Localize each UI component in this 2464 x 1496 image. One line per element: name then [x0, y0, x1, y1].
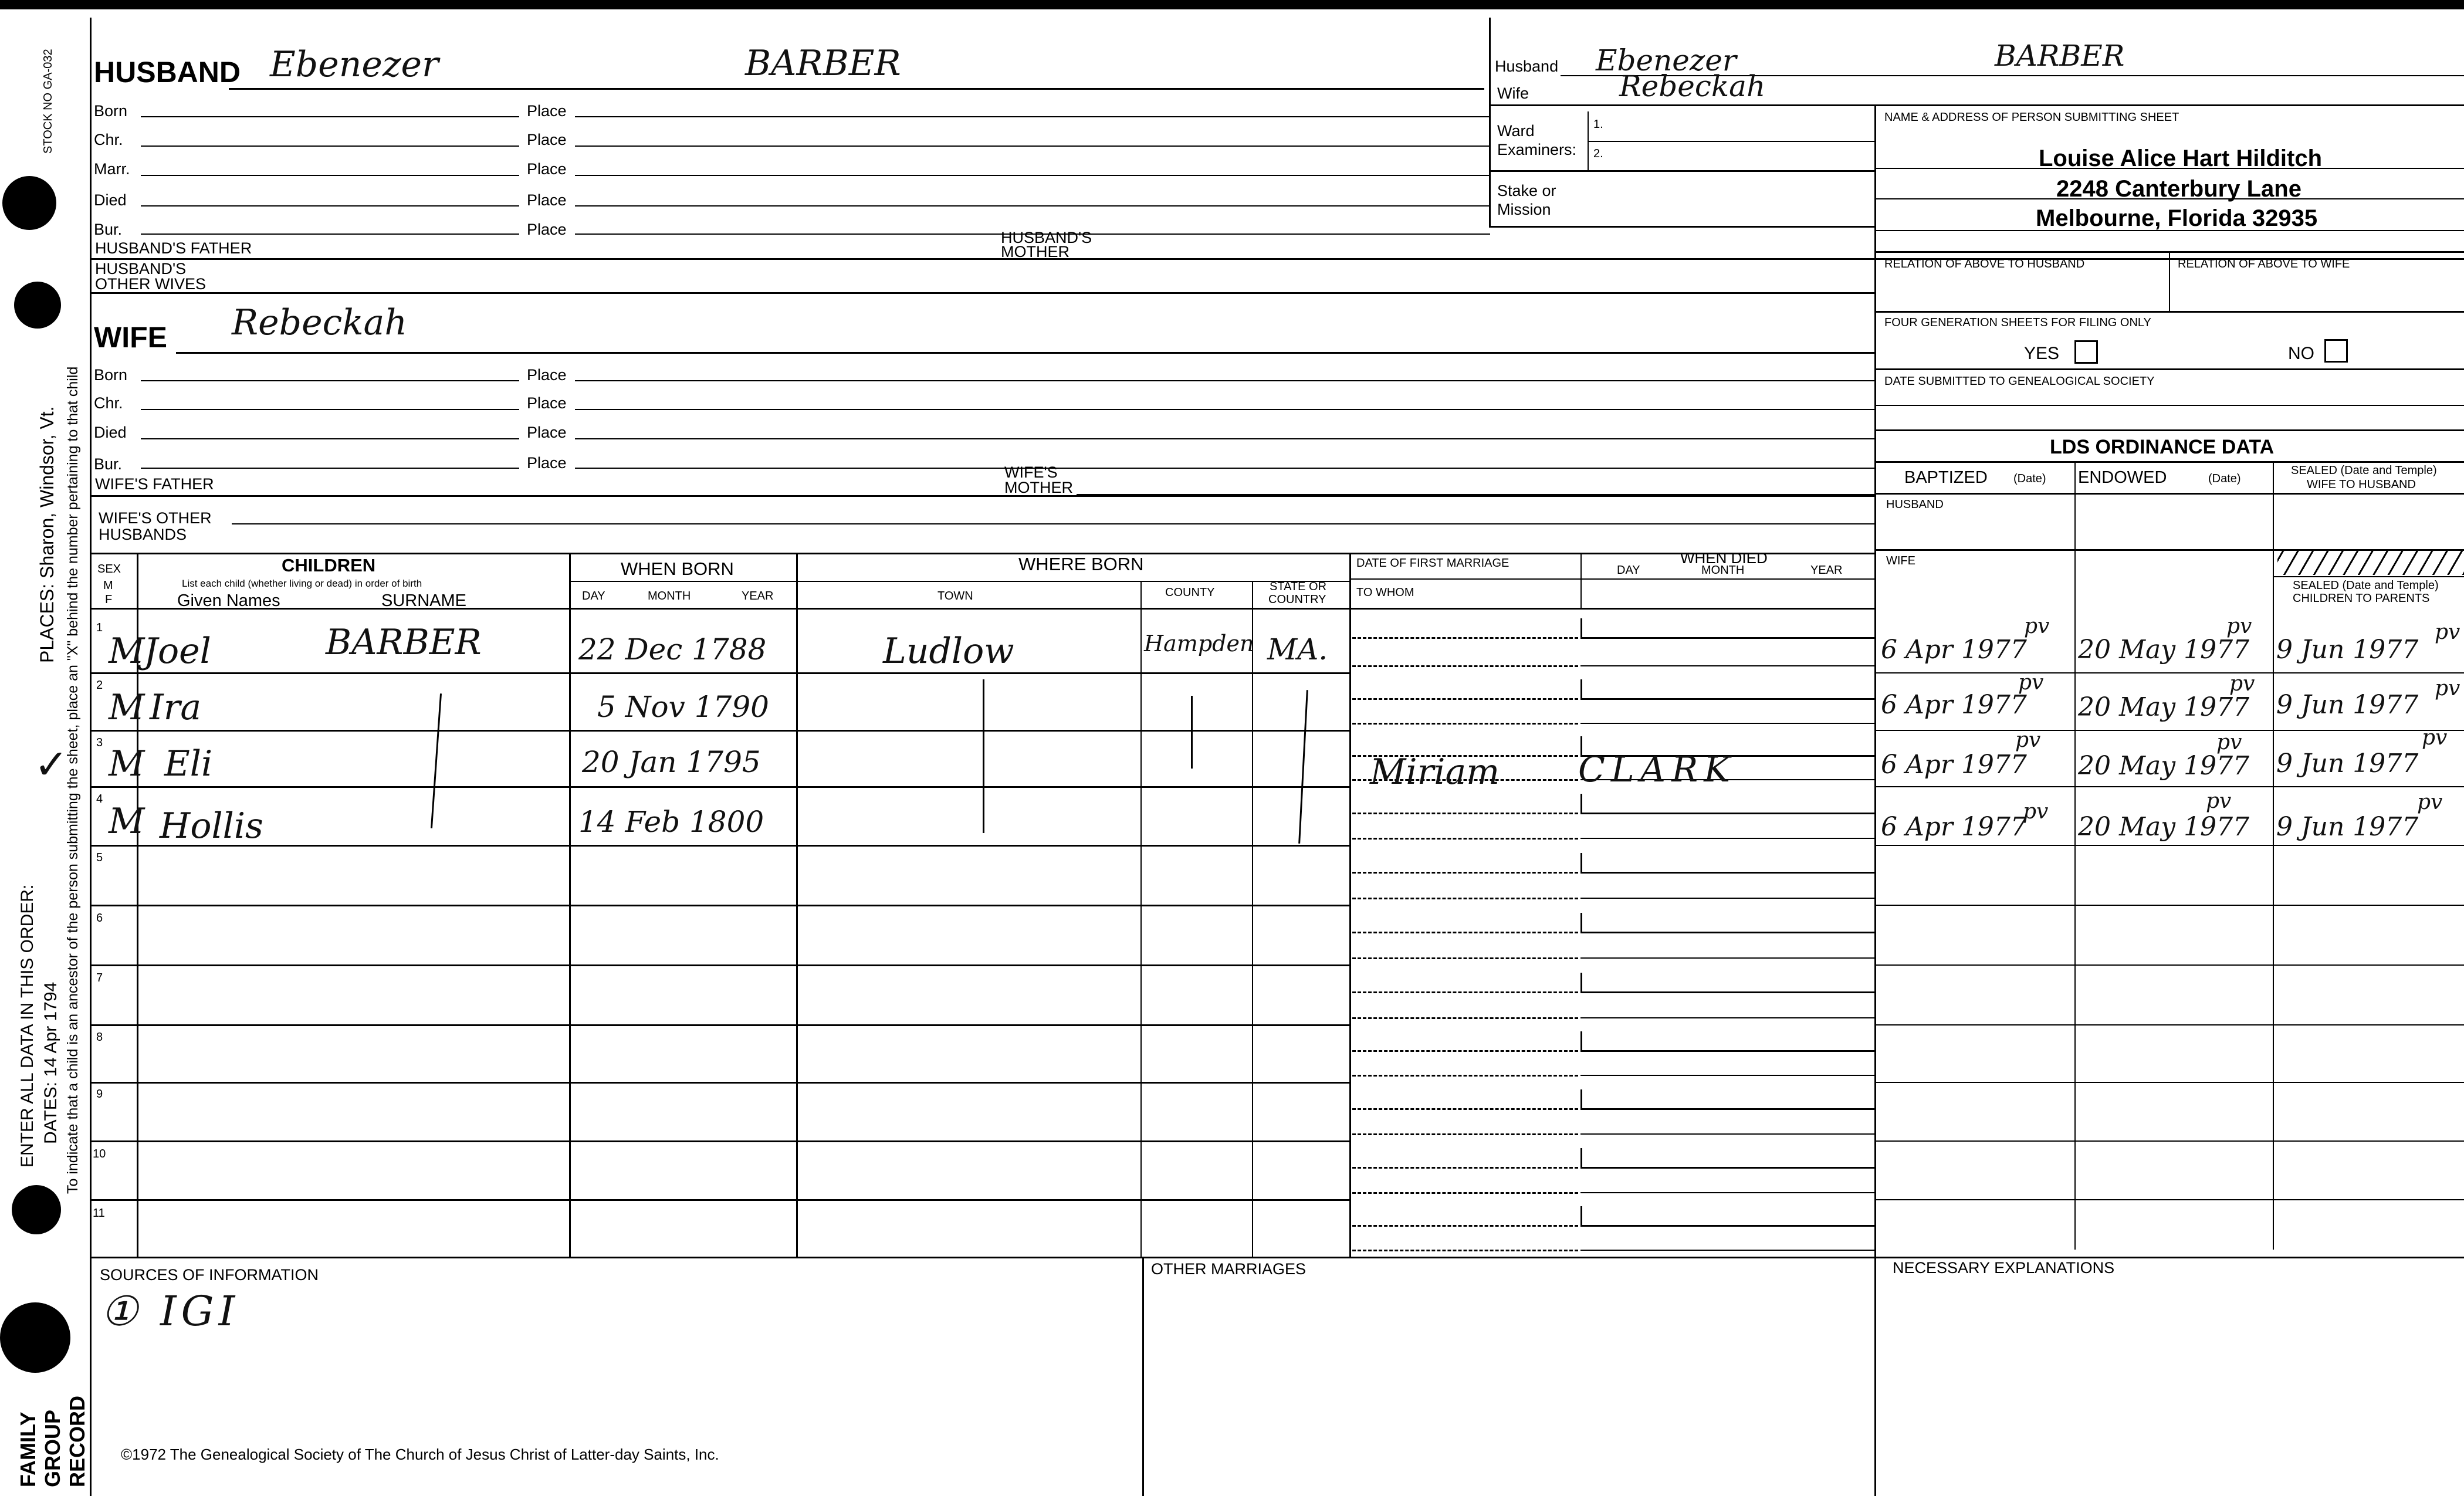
ancestor-check-mark: ✓: [34, 740, 69, 788]
col-marriage-left: [1349, 553, 1351, 1257]
death-row-line: [1580, 723, 1874, 724]
submitter-rule-3: [1874, 230, 2464, 231]
row-separator: [90, 1199, 1349, 1201]
row-number-6: 6: [96, 912, 103, 925]
lds-wife-row-label: WIFE: [1886, 554, 1915, 567]
sources-value: ① IGI: [101, 1287, 240, 1335]
wife-other-husbands-label-1: WIFE'S OTHER: [99, 509, 212, 527]
lds-title: LDS ORDINANCE DATA: [2050, 436, 2275, 458]
child-2-endowed: 20 May 1977: [2078, 692, 2250, 722]
child-3-spouse-surname: CLARK: [1578, 749, 1737, 790]
mission-label: Mission: [1497, 201, 1551, 218]
to-whom-line: [1352, 1075, 1578, 1077]
surname-header-label: SURNAME: [381, 591, 467, 610]
death-row-line: [1580, 957, 1874, 959]
wife-name-line: [176, 352, 1874, 354]
husband-mother-label-1: HUSBAND'S: [1001, 229, 1092, 246]
child-4-born: 14 Feb 1800: [578, 805, 764, 839]
child-2-baptized: 6 Apr 1977: [1881, 690, 2027, 720]
husband-marr-place-line: [575, 175, 1490, 176]
sex-label: SEX: [97, 563, 121, 576]
row-separator: [90, 845, 1349, 847]
husband-father-label: HUSBAND'S FATHER: [95, 239, 252, 257]
husband-surname: BARBER: [745, 43, 901, 84]
death-date-line: [1580, 1167, 1874, 1169]
wife-born-place-line: [575, 380, 1874, 381]
m-label: M: [103, 579, 113, 592]
first-marriage-label: DATE OF FIRST MARRIAGE: [1356, 557, 1509, 570]
death-row-line: [1580, 1133, 1874, 1135]
row-number-9: 9: [96, 1088, 103, 1101]
died-rule: [1349, 578, 1874, 580]
other-marriages-label: OTHER MARRIAGES: [1151, 1260, 1307, 1278]
left-border: [90, 18, 92, 1496]
wife-born-place-label: Place: [527, 366, 567, 384]
child-1-sex: M: [109, 631, 145, 672]
husband-other-wives-label-2: OTHER WIVES: [95, 275, 207, 293]
death-row-line: [1580, 898, 1874, 899]
death-date-bracket: [1580, 679, 1582, 698]
relation-divider: [2169, 251, 2170, 311]
husband-chr-place-label: Place: [527, 131, 567, 148]
date-submitted-bottom: [1874, 429, 2464, 431]
husband-name-line: [229, 88, 1484, 90]
husband-bur-place-label: Place: [527, 221, 567, 238]
death-date-bracket: [1580, 1031, 1582, 1050]
row-number-5: 5: [96, 851, 103, 864]
husband-section-bottom: [90, 292, 1874, 294]
lds-husband-row-label: HUSBAND: [1886, 498, 1944, 511]
death-date-line: [1580, 637, 1874, 639]
wife-died-place-line: [575, 438, 1874, 439]
child-1-town: Ludlow: [883, 631, 1014, 672]
submitter-rule-2: [1874, 198, 2464, 199]
examiner-line-1: [1588, 141, 1875, 142]
explanations-label: NECESSARY EXPLANATIONS: [1893, 1259, 2115, 1277]
child-4-given: Hollis: [160, 805, 263, 847]
child-4-sex: M: [109, 801, 145, 842]
row-separator: [90, 1140, 1349, 1142]
four-gen-bottom: [1874, 368, 2464, 370]
form-title-family: FAMILY: [16, 1412, 40, 1487]
baptized-label: BAPTIZED: [1904, 468, 1988, 487]
submitter-line-3: Melbourne, Florida 32935: [2036, 205, 2318, 231]
marriage-date-line: [1352, 932, 1578, 933]
child-1-surname: BARBER: [326, 622, 482, 663]
examiner-1: 1.: [1593, 118, 1603, 131]
children-table-top: [90, 553, 1874, 554]
ward-box-bottom: [1489, 170, 1876, 172]
wife-mother-label-1: WIFE'S: [1004, 463, 1058, 481]
to-whom-line: [1352, 1250, 1578, 1251]
header-husband-label: Husband: [1495, 57, 1559, 75]
wife-born-label: Born: [94, 366, 128, 384]
row-number-10: 10: [93, 1148, 106, 1160]
state-label: STATE OR: [1270, 580, 1327, 593]
to-whom-line: [1352, 898, 1578, 899]
places-note: PLACES: Sharon, Windsor, Vt.: [36, 406, 57, 663]
wife-label: WIFE: [94, 321, 167, 354]
child-2-given: Ira: [150, 687, 202, 728]
child-3-sealed-pv: pv: [2422, 726, 2448, 750]
child-4-baptized-pv: pv: [2023, 800, 2049, 824]
death-date-line: [1580, 1225, 1874, 1227]
header-husband-surname: BARBER: [1995, 39, 2125, 73]
born-month-label: MONTH: [648, 590, 691, 603]
punch-hole: [2, 176, 56, 230]
husband-marr-label: Marr.: [94, 160, 130, 178]
husband-marr-place-label: Place: [527, 160, 567, 178]
sealed-wife-label-2: WIFE TO HUSBAND: [2307, 478, 2416, 491]
town-ditto-mark: [983, 679, 984, 833]
child-2-baptized-pv: pv: [2018, 671, 2044, 695]
when-died-label: WHEN DIED: [1680, 549, 1768, 567]
col-died-left: [1580, 553, 1582, 608]
wife-born-line: [141, 380, 519, 381]
death-row-line: [1580, 1075, 1874, 1076]
death-date-bracket: [1580, 618, 1582, 637]
husband-label: HUSBAND: [94, 56, 241, 89]
header-wife-name: Rebeckah: [1619, 69, 1766, 103]
lds-row-separator: [1874, 1082, 2464, 1083]
died-month-label: MONTH: [1701, 564, 1745, 577]
child-2-sealed: 9 Jun 1977: [2276, 690, 2419, 720]
children-note: List each child (whether living or dead) in order of birth: [182, 578, 422, 589]
stake-box-bottom: [1489, 226, 1876, 228]
child-4-sealed-pv: pv: [2417, 790, 2443, 814]
lds-row-separator: [1874, 730, 2464, 731]
header-wife-line: [1489, 104, 2464, 106]
county-ditto-mark: [1191, 696, 1193, 769]
row-number-11: 11: [93, 1207, 105, 1220]
marriage-date-line: [1352, 1050, 1578, 1052]
lds-row-separator: [1874, 1024, 2464, 1025]
child-1-endowed: 20 May 1977: [2078, 635, 2250, 665]
row-separator: [90, 964, 1349, 966]
country-label: COUNTRY: [1268, 593, 1326, 606]
state-ditto-mark: [1298, 690, 1308, 844]
county-label: COUNTY: [1165, 586, 1215, 599]
marriage-date-line: [1352, 813, 1578, 814]
children-table-bottom: [90, 1257, 2464, 1258]
relation-husband-label: RELATION OF ABOVE TO HUSBAND: [1884, 258, 2085, 270]
header-box-left: [1489, 18, 1491, 226]
child-3-born: 20 Jan 1795: [582, 745, 761, 779]
child-4-sealed: 9 Jun 1977: [2276, 812, 2419, 842]
child-3-baptized: 6 Apr 1977: [1881, 750, 2027, 780]
examiners-label: Examiners:: [1497, 141, 1577, 158]
death-row-line: [1580, 665, 1874, 666]
submitter-label: NAME & ADDRESS OF PERSON SUBMITTING SHEET: [1884, 111, 2179, 124]
death-date-bracket: [1580, 973, 1582, 991]
when-born-label: WHEN BORN: [621, 559, 734, 579]
wife-bur-place-line: [575, 468, 1874, 469]
husband-born-place-label: Place: [527, 102, 567, 120]
husband-marr-line: [141, 175, 519, 176]
husband-died-label: Died: [94, 191, 127, 209]
child-4-endowed: 20 May 1977: [2078, 812, 2250, 842]
husband-died-place-label: Place: [527, 191, 567, 209]
death-row-line: [1580, 1192, 1874, 1193]
child-1-baptized-pv: pv: [2024, 614, 2050, 638]
row-separator: [90, 730, 1349, 732]
lds-row-separator: [1874, 1199, 2464, 1200]
wife-father-label: WIFE'S FATHER: [95, 475, 214, 493]
right-column-border: [1874, 104, 1876, 1496]
death-date-line: [1580, 991, 1874, 993]
town-label: TOWN: [937, 590, 973, 603]
row-number-8: 8: [96, 1031, 103, 1044]
header-wife-label: Wife: [1497, 84, 1529, 102]
lds-row-separator: [1874, 964, 2464, 966]
form-title-group: GROUP: [40, 1409, 65, 1487]
wife-died-label: Died: [94, 424, 127, 441]
ancestor-note: To indicate that a child is an ancestor of the person submitting the sheet, place an "X" behind the number pertaining to that child: [65, 366, 81, 1194]
row-separator: [90, 786, 1349, 788]
submitter-line-2: 2248 Canterbury Lane: [2056, 176, 2301, 202]
to-whom-line: [1352, 723, 1578, 725]
husband-father-line: [90, 258, 2464, 260]
row-number-3: 3: [96, 736, 103, 749]
child-3-sealed: 9 Jun 1977: [2276, 749, 2419, 779]
death-date-line: [1580, 1108, 1874, 1110]
other-marriages-divider: [1142, 1257, 1144, 1496]
husband-bur-line: [141, 233, 519, 235]
death-date-bracket: [1580, 1089, 1582, 1108]
child-1-state: MA.: [1267, 632, 1328, 666]
row-number-2: 2: [96, 679, 103, 692]
four-gen-label: FOUR GENERATION SHEETS FOR FILING ONLY: [1884, 316, 2151, 329]
child-1-given: Joel: [144, 631, 211, 672]
husband-bur-label: Bur.: [94, 221, 123, 238]
husband-chr-place-line: [575, 145, 1490, 147]
row-number-1: 1: [96, 621, 103, 634]
punch-hole: [12, 1185, 61, 1234]
ward-label: Ward: [1497, 122, 1535, 140]
death-date-bracket: [1580, 913, 1582, 932]
child-3-endowed-pv: pv: [2216, 730, 2242, 754]
relation-bottom: [1874, 311, 2464, 313]
wife-died-line: [141, 438, 519, 439]
wife-bur-label: Bur.: [94, 455, 123, 473]
to-whom-line: [1352, 665, 1578, 667]
lds-divider-2: [2273, 461, 2274, 1250]
wife-chr-place-label: Place: [527, 394, 567, 412]
marriage-date-line: [1352, 991, 1578, 993]
death-row-line: [1580, 1250, 1874, 1251]
husband-chr-label: Chr.: [94, 131, 123, 148]
sealed-children-label-2: CHILDREN TO PARENTS: [2293, 592, 2430, 605]
endowed-date-label: (Date): [2208, 472, 2241, 485]
to-whom-line: [1352, 1133, 1578, 1135]
sources-label: SOURCES OF INFORMATION: [100, 1266, 319, 1284]
col-state-left: [1252, 581, 1253, 1257]
death-date-line: [1580, 698, 1874, 700]
death-date-line: [1580, 813, 1874, 814]
to-whom-line: [1352, 957, 1578, 959]
child-1-county: Hampden: [1144, 631, 1254, 656]
child-2-sex: M: [109, 687, 145, 728]
header-husband-given: Ebenezer: [1596, 43, 1737, 77]
died-day-label: DAY: [1617, 564, 1640, 577]
death-date-line: [1580, 1050, 1874, 1052]
children-header-bottom: [90, 608, 1874, 610]
marriage-date-line: [1352, 698, 1578, 700]
dates-note: DATES: 14 Apr 1794: [41, 981, 60, 1144]
husband-born-line: [141, 116, 519, 117]
row-separator: [90, 1024, 1349, 1026]
death-date-line: [1580, 872, 1874, 874]
husband-born-place-line: [575, 116, 1490, 117]
husband-other-wives-label-1: HUSBAND'S: [95, 260, 187, 277]
child-2-sealed-pv: pv: [2435, 676, 2460, 700]
husband-born-label: Born: [94, 102, 128, 120]
lds-wife-sealed-hatch: [2277, 550, 2464, 575]
wife-chr-place-line: [575, 409, 1874, 410]
stock-number: STOCK NO GA-032: [42, 49, 55, 154]
lds-title-bottom: [1874, 461, 2464, 463]
death-date-line: [1580, 932, 1874, 933]
wife-bur-place-label: Place: [527, 454, 567, 472]
death-date-bracket: [1580, 1206, 1582, 1225]
given-names-label: Given Names: [177, 591, 280, 610]
child-3-baptized-pv: pv: [2015, 728, 2041, 752]
endowed-label: ENDOWED: [2078, 468, 2167, 487]
enter-order-note: ENTER ALL DATA IN THIS ORDER:: [18, 884, 37, 1167]
died-year-label: YEAR: [1810, 564, 1843, 577]
child-2-endowed-pv: pv: [2229, 672, 2255, 696]
f-label: F: [105, 593, 113, 606]
child-3-spouse-given: Miriam: [1370, 752, 1500, 793]
lds-divider-1: [2074, 461, 2076, 1250]
death-row-line: [1580, 838, 1874, 839]
yes-checkbox[interactable]: [2074, 340, 2098, 364]
baptized-date-label: (Date): [2013, 472, 2046, 485]
child-1-born: 22 Dec 1788: [578, 632, 767, 666]
child-3-sex: M: [109, 743, 145, 784]
child-3-endowed: 20 May 1977: [2078, 751, 2250, 781]
child-4-baptized: 6 Apr 1977: [1881, 812, 2027, 842]
to-whom-line: [1352, 1192, 1578, 1194]
husband-given-name: Ebenezer: [270, 44, 439, 85]
lds-wife-hatch-bottom: [2273, 576, 2464, 577]
where-born-label: WHERE BORN: [1018, 554, 1144, 574]
punch-hole: [14, 282, 61, 329]
stake-label: Stake or: [1497, 182, 1556, 199]
wife-other-husbands-line: [232, 523, 1874, 524]
born-day-label: DAY: [582, 590, 605, 603]
husband-died-line: [141, 205, 519, 207]
no-checkbox[interactable]: [2324, 339, 2348, 363]
child-2-born: 5 Nov 1790: [597, 690, 769, 724]
top-border: [0, 0, 2464, 9]
date-submitted-label: DATE SUBMITTED TO GENEALOGICAL SOCIETY: [1884, 375, 2155, 388]
col-county-left: [1140, 581, 1142, 1257]
husband-mother-label-2: MOTHER: [1001, 243, 1069, 260]
death-date-bracket: [1580, 794, 1582, 813]
wife-chr-label: Chr.: [94, 394, 123, 412]
lds-row-separator: [1874, 672, 2464, 673]
lds-row-separator: [1874, 905, 2464, 906]
yes-label: YES: [2024, 344, 2060, 363]
marriage-date-line: [1352, 872, 1578, 874]
row-number-4: 4: [96, 793, 103, 805]
row-number-7: 7: [96, 972, 103, 984]
to-whom-line: [1352, 838, 1578, 840]
children-title: CHILDREN: [282, 555, 376, 576]
death-row-line: [1580, 1017, 1874, 1018]
to-whom-label: TO WHOM: [1356, 586, 1414, 599]
child-1-sealed: 9 Jun 1977: [2276, 635, 2419, 665]
surname-ditto-mark: [431, 693, 442, 828]
marriage-date-line: [1352, 1108, 1578, 1110]
wife-other-husbands-label-2: HUSBANDS: [99, 526, 187, 543]
husband-died-place-line: [575, 205, 1490, 207]
form-title-record: RECORD: [65, 1395, 89, 1487]
copyright-notice: ©1972 The Genealogical Society of The Church of Jesus Christ of Latter-day Saints, Inc.: [121, 1446, 719, 1463]
date-submitted-rule: [1874, 405, 2464, 406]
child-4-endowed-pv: pv: [2206, 789, 2232, 813]
child-1-baptized: 6 Apr 1977: [1881, 635, 2027, 665]
child-1-endowed-pv: pv: [2226, 614, 2252, 638]
child-3-given: Eli: [164, 743, 213, 784]
death-date-bracket: [1580, 853, 1582, 872]
wife-bur-line: [141, 468, 519, 469]
wife-mother-label-2: MOTHER: [1004, 479, 1073, 496]
wife-died-place-label: Place: [527, 424, 567, 441]
sealed-wife-label-1: SEALED (Date and Temple): [2291, 464, 2437, 477]
sealed-children-label-1: SEALED (Date and Temple): [2293, 579, 2439, 592]
row-separator: [90, 1082, 1349, 1084]
lds-row-separator: [1874, 845, 2464, 846]
no-label: NO: [2288, 344, 2314, 363]
row-separator: [90, 905, 1349, 906]
to-whom-line: [1352, 1017, 1578, 1019]
relation-wife-label: RELATION OF ABOVE TO WIFE: [2178, 258, 2350, 270]
marriage-date-line: [1352, 637, 1578, 639]
born-year-label: YEAR: [742, 590, 774, 603]
row-separator: [90, 672, 1349, 674]
when-born-rule: [569, 581, 1349, 582]
submitter-rule-1: [1874, 168, 2464, 169]
lds-row-separator: [1874, 1140, 2464, 1142]
wife-chr-line: [141, 409, 519, 410]
examiner-2: 2.: [1593, 147, 1603, 160]
wife-father-line: [90, 495, 1874, 497]
lds-header-bottom: [1874, 493, 2464, 495]
husband-chr-line: [141, 145, 519, 147]
lds-row-separator: [1874, 786, 2464, 787]
child-1-sealed-pv: pv: [2435, 620, 2460, 644]
punch-hole: [0, 1302, 70, 1373]
marriage-date-line: [1352, 1225, 1578, 1227]
marriage-date-line: [1352, 1167, 1578, 1169]
death-date-bracket: [1580, 1148, 1582, 1167]
wife-given-name: Rebeckah: [232, 302, 407, 343]
submitter-line-1: Louise Alice Hart Hilditch: [2039, 145, 2323, 171]
